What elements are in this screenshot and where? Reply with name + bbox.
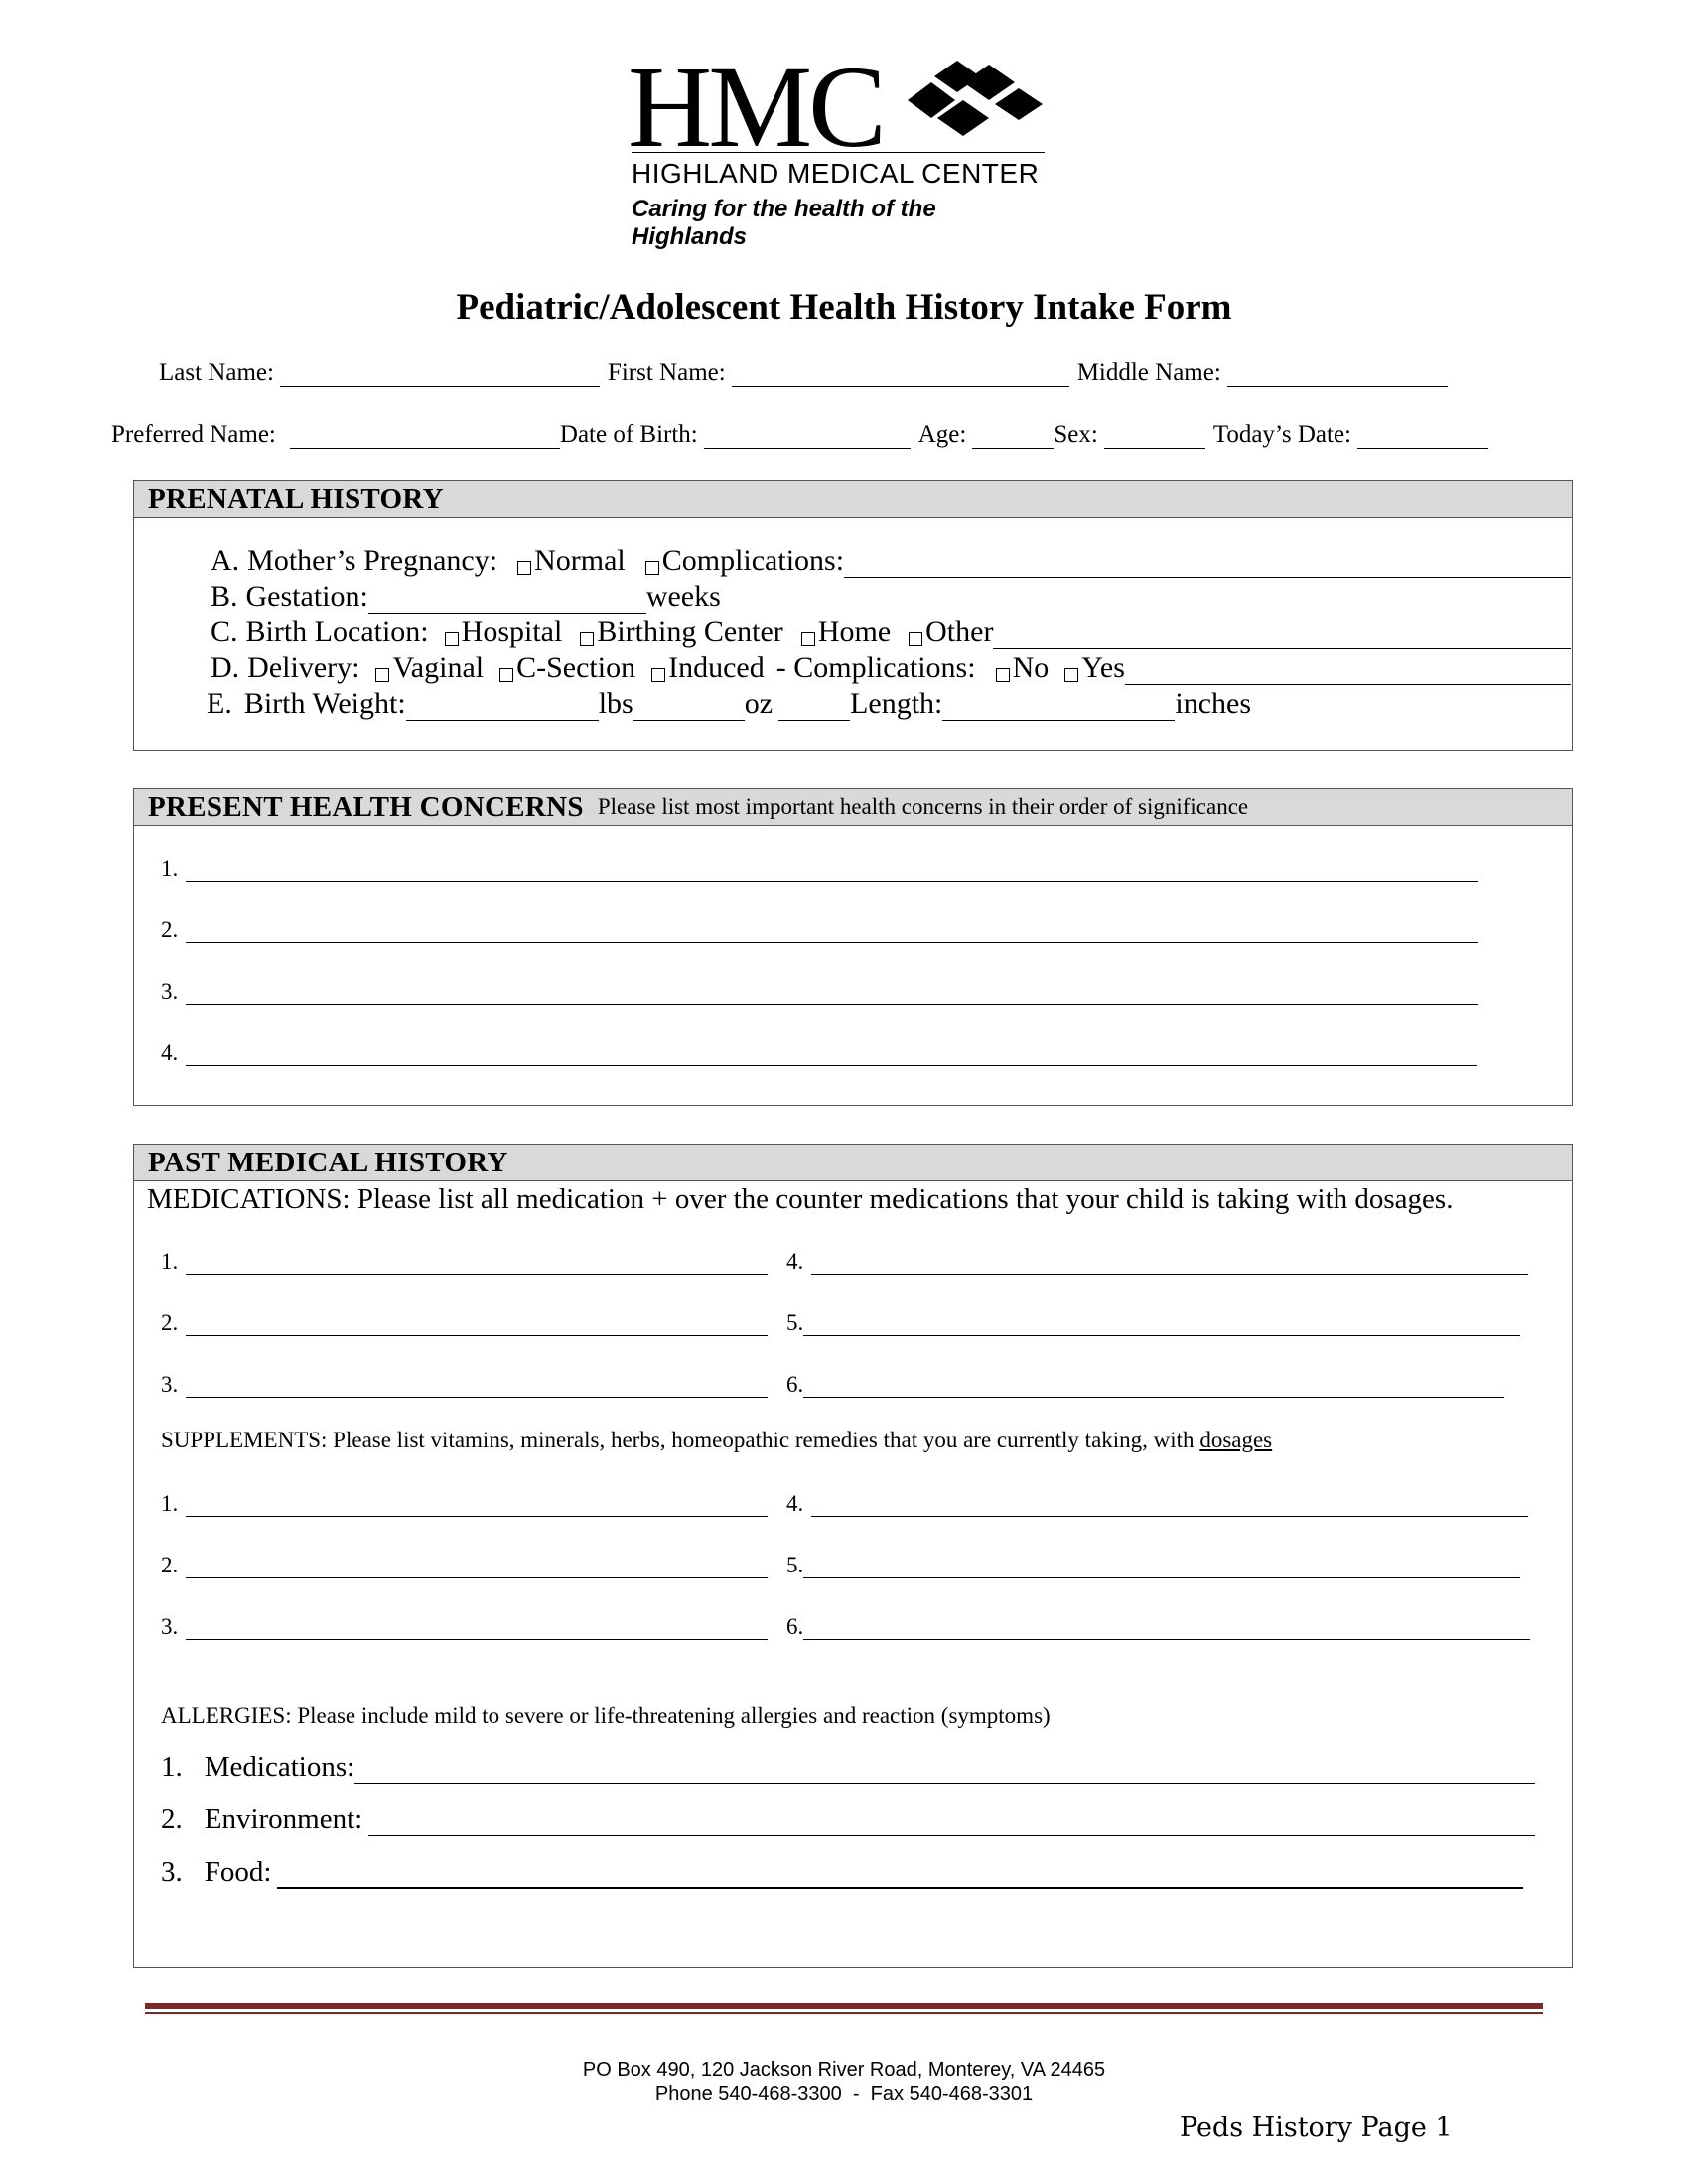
concern-field-2[interactable] (186, 920, 1478, 943)
c-section-label: C-Section (516, 651, 636, 684)
delivery-complications-label: - Complications: (775, 651, 976, 684)
oz-label: oz (744, 687, 774, 720)
allergy-food-label: Food: (204, 1856, 272, 1888)
concern-row-3 (161, 979, 1478, 1005)
todays-date-label: Today’s Date: (1212, 421, 1351, 448)
sup-field-3[interactable] (186, 1617, 768, 1640)
complications-field[interactable] (844, 549, 1571, 579)
complications-checkbox[interactable] (645, 561, 659, 575)
dob-label: Date of Birth: (559, 421, 698, 448)
footer-phone: Phone 540-468-3300 - Fax 540-468-3301 (654, 2083, 1034, 2105)
sup-row-4 (786, 1491, 1528, 1517)
allergy-food-field[interactable] (277, 1859, 1523, 1889)
preferred-name-field[interactable] (290, 424, 560, 449)
prenatal-row-d (211, 651, 1571, 685)
length-label: Length: (850, 687, 943, 720)
supplements-instructions (161, 1428, 1272, 1453)
complications-label: Complications: (661, 544, 845, 577)
medications-instructions: MEDICATIONS: Please list all medication + over the counter medications that your child is taking with dosages. (147, 1183, 1454, 1215)
sup-number: 6. (786, 1614, 804, 1639)
birthing-center-checkbox[interactable] (580, 632, 594, 646)
preferred-name-label: Preferred Name: (111, 421, 276, 448)
prenatal-row-c (211, 615, 1571, 649)
normal-label: Normal (534, 544, 626, 577)
allergy-row-2 (161, 1803, 1535, 1836)
footer-rule (145, 2003, 1543, 2009)
allergy-row-3 (161, 1856, 1523, 1889)
normal-checkbox[interactable] (517, 561, 531, 575)
med-number: 1. (161, 1249, 179, 1274)
row-a-letter: A. (211, 544, 240, 577)
concern-field-3[interactable] (186, 982, 1478, 1005)
concern-row-1 (161, 856, 1478, 882)
hospital-label: Hospital (461, 615, 563, 648)
sup-number: 4. (786, 1491, 804, 1516)
concerns-title: PRESENT HEALTH CONCERNS (148, 790, 584, 823)
allergy-environment-label: Environment: (204, 1803, 363, 1835)
supplements-text: SUPPLEMENTS: Please list vitamins, minerals, herbs, homeopathic remedies that you are currently taking, with (161, 1428, 1195, 1452)
logo-rule (632, 152, 1045, 153)
todays-date-field[interactable] (1357, 424, 1488, 449)
concerns-subtitle: Please list most important health concerns in their order of significance (597, 794, 1249, 819)
med-row-4 (786, 1249, 1528, 1275)
patient-row-1 (159, 359, 1448, 387)
last-name-label: Last Name: (159, 359, 274, 386)
sup-row-5 (786, 1553, 1520, 1578)
footer-rule-thin (145, 2012, 1543, 2014)
concern-number: 1. (161, 856, 179, 881)
sup-field-2[interactable] (186, 1556, 768, 1578)
other-label: Other (925, 615, 994, 648)
row-b-label: Gestation: (245, 580, 368, 613)
allergies-instructions: ALLERGIES: Please include mild to severe or life-threatening allergies and reaction (symptoms) (161, 1704, 1051, 1728)
dob-field[interactable] (704, 424, 911, 449)
sup-field-1[interactable] (186, 1494, 768, 1517)
page-number: Peds History Page 1 (1180, 2113, 1453, 2143)
allergy-row-1 (161, 1751, 1535, 1784)
weight-lbs-field[interactable] (406, 692, 599, 722)
med-field-4[interactable] (811, 1252, 1528, 1275)
med-row-2 (161, 1310, 768, 1336)
birthing-center-label: Birthing Center (597, 615, 783, 648)
row-d-letter: D. (211, 651, 240, 684)
med-field-3[interactable] (186, 1375, 768, 1398)
concern-number: 2. (161, 917, 179, 942)
first-name-label: First Name: (607, 359, 726, 386)
other-checkbox[interactable] (909, 632, 922, 646)
sex-field[interactable] (1104, 424, 1205, 449)
sup-row-3 (161, 1614, 768, 1640)
logo-tagline: Caring for the health of the Highlands (632, 196, 936, 250)
hospital-checkbox[interactable] (445, 632, 459, 646)
med-number: 5. (786, 1310, 804, 1335)
allergy-number: 2. (161, 1803, 183, 1835)
logo (628, 42, 1055, 250)
sup-number: 1. (161, 1491, 179, 1516)
allergy-environment-field[interactable] (368, 1807, 1535, 1836)
concern-row-2 (161, 917, 1478, 943)
prenatal-header (134, 481, 1572, 518)
length-pre-field[interactable] (778, 692, 850, 722)
logo-letters: HMC (628, 42, 883, 172)
med-field-6[interactable] (803, 1375, 1504, 1398)
sex-label: Sex: (1054, 421, 1098, 448)
age-field[interactable] (972, 424, 1054, 449)
med-number: 4. (786, 1249, 804, 1274)
sup-field-6[interactable] (803, 1617, 1530, 1640)
other-field[interactable] (993, 620, 1571, 650)
weeks-label: weeks (645, 580, 721, 613)
prenatal-title: PRENATAL HISTORY (148, 482, 444, 515)
allergy-medications-label: Medications: (204, 1751, 355, 1783)
gestation-field[interactable] (368, 585, 646, 614)
row-b-letter: B. (211, 580, 238, 613)
med-number: 3. (161, 1372, 179, 1397)
med-field-5[interactable] (803, 1313, 1520, 1336)
middle-name-field[interactable] (1227, 362, 1448, 387)
sup-number: 5. (786, 1553, 804, 1577)
dosages-text: dosages (1199, 1428, 1273, 1452)
footer-address: PO Box 490, 120 Jackson River Road, Monterey, VA 24465 (582, 2059, 1106, 2081)
med-row-6 (786, 1372, 1504, 1398)
allergy-number: 1. (161, 1751, 183, 1783)
med-row-1 (161, 1249, 768, 1275)
age-label: Age: (917, 421, 967, 448)
patient-row-2 (111, 421, 1488, 449)
row-c-label: Birth Location: (245, 615, 429, 648)
yes-label: Yes (1081, 651, 1125, 684)
med-field-2[interactable] (186, 1313, 768, 1336)
home-checkbox[interactable] (801, 632, 815, 646)
med-number: 2. (161, 1310, 179, 1335)
inches-label: inches (1175, 687, 1251, 720)
sup-number: 2. (161, 1553, 179, 1577)
sup-field-5[interactable] (803, 1556, 1520, 1578)
concern-field-4[interactable] (186, 1043, 1477, 1066)
prenatal-row-a (211, 544, 1571, 578)
sup-row-6 (786, 1614, 1530, 1640)
past-medical-header (134, 1145, 1572, 1181)
row-e-label: Birth Weight: (243, 687, 406, 720)
page-title: Pediatric/Adolescent Health History Intake Form (456, 287, 1232, 328)
home-label: Home (817, 615, 892, 648)
past-medical-title: PAST MEDICAL HISTORY (148, 1146, 508, 1178)
row-a-label: Mother’s Pregnancy: (247, 544, 498, 577)
sup-field-4[interactable] (811, 1494, 1528, 1517)
length-field[interactable] (942, 692, 1175, 722)
sup-number: 3. (161, 1614, 179, 1639)
concerns-header (134, 789, 1572, 826)
logo-name: HIGHLAND MEDICAL CENTER (632, 158, 1040, 189)
induced-label: Induced (668, 651, 765, 684)
last-name-field[interactable] (280, 362, 600, 387)
no-label: No (1012, 651, 1050, 684)
concern-number: 3. (161, 979, 179, 1004)
concern-row-4 (161, 1040, 1477, 1066)
row-c-letter: C. (211, 615, 238, 648)
no-checkbox[interactable] (996, 668, 1010, 682)
row-d-label: Delivery: (247, 651, 360, 684)
sup-row-2 (161, 1553, 768, 1578)
allergy-number: 3. (161, 1856, 183, 1888)
weight-oz-field[interactable] (633, 692, 745, 722)
logo-diamond-icon (898, 61, 1047, 146)
sup-row-1 (161, 1491, 768, 1517)
prenatal-row-b (211, 580, 721, 614)
prenatal-row-e (207, 687, 1251, 721)
row-e-letter: E. (207, 687, 232, 720)
delivery-complications-field[interactable] (1125, 656, 1571, 686)
med-number: 6. (786, 1372, 804, 1397)
yes-checkbox[interactable] (1064, 668, 1078, 682)
med-row-3 (161, 1372, 768, 1398)
lbs-label: lbs (598, 687, 633, 720)
vaginal-checkbox[interactable] (375, 668, 389, 682)
med-field-1[interactable] (186, 1252, 768, 1275)
middle-name-label: Middle Name: (1076, 359, 1221, 386)
concern-field-1[interactable] (186, 859, 1478, 882)
first-name-field[interactable] (732, 362, 1069, 387)
c-section-checkbox[interactable] (499, 668, 513, 682)
concern-number: 4. (161, 1040, 179, 1065)
med-row-5 (786, 1310, 1520, 1336)
induced-checkbox[interactable] (651, 668, 665, 682)
allergy-medications-field[interactable] (354, 1755, 1535, 1784)
vaginal-label: Vaginal (392, 651, 485, 684)
